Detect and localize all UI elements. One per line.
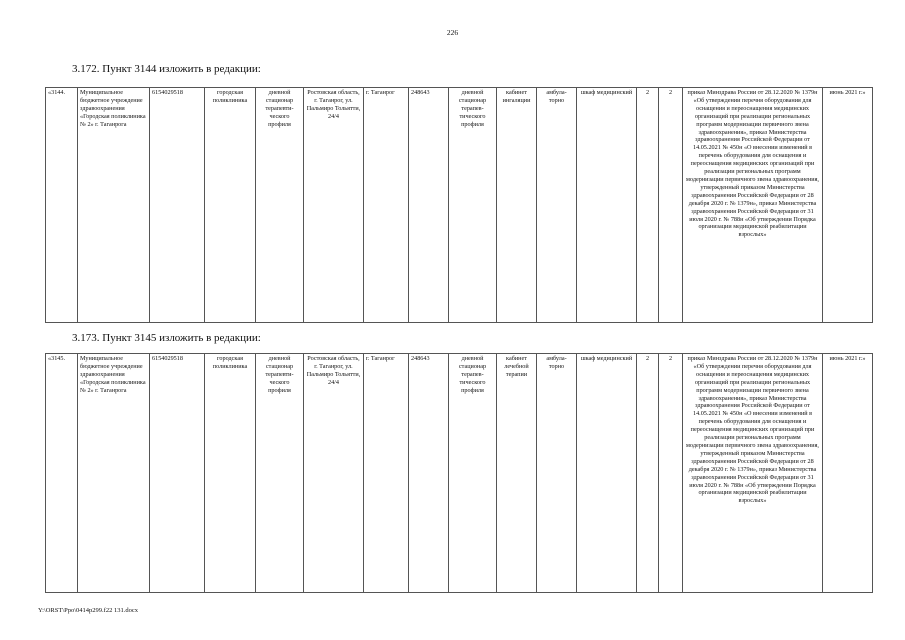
cell-room: кабинет лечебной терапии [497, 354, 537, 593]
cell-number: «3145. [46, 354, 78, 593]
cell-inn: 6154029518 [150, 88, 205, 323]
cell-room: кабинет ингаляции [497, 88, 537, 323]
cell-basis: приказ Минздрава России от 28.12.2020 № 1379н «Об утверждении перечня оборудования для оснащения и переоснащения медицинских организаций при реализации региональных программ модернизации первичного звена здравоохранения», приказ Министерства здравоохранения Российской Федерации от 14.05.2021 № 450н «О внесении изменений в перечень оборудования для оснащения и переоснащения медицинских организаций при реализации региональных программ модернизации первичного звена здравоохранения, утвержденный приказом Министерства здравоохранения Российской Федерации от 28 декабря 2020 г. № 1379н», приказ Министерства здравоохранения Российской Федерации от 31 июля 2020 г. № 788н «Об утверждении Порядка организации медицинской реабилитации взрослых» [683, 354, 823, 593]
cell-address: Ростовская область, г. Таганрог, ул. Пальмиро Тольятти, 24/4 [304, 354, 364, 593]
cell-care: амбула-торно [537, 354, 577, 593]
cell-qty1: 2 [637, 88, 659, 323]
cell-unit: дневной стационар терапевти-ческого профиля [256, 88, 304, 323]
cell-unit: дневной стационар терапевти-ческого профиля [256, 354, 304, 593]
cell-date: июнь 2021 г.» [823, 354, 873, 593]
footer-file-path: Y:\ORST\Ppo\0414p299.f22 131.docx [38, 607, 138, 614]
registry-table-3144 [45, 87, 873, 323]
section-heading-3173: 3.173. Пункт 3145 изложить в редакции: [72, 332, 261, 344]
table-row [46, 88, 873, 323]
cell-city: г. Таганрог [364, 354, 409, 593]
page-number: 226 [446, 28, 459, 37]
cell-qty1: 2 [637, 354, 659, 593]
cell-basis: приказ Минздрава России от 28.12.2020 № 1379н «Об утверждении перечня оборудования для оснащения и переоснащения медицинских организаций при реализации региональных программ модернизации первичного звена здравоохранения», приказ Министерства здравоохранения Российской Федерации от 14.05.2021 № 450н «О внесении изменений в перечень оборудования для оснащения и переоснащения медицинских организаций при реализации региональных программ модернизации первичного звена здравоохранения, утвержденный приказом Министерства здравоохранения Российской Федерации от 28 декабря 2020 г. № 1379н», приказ Министерства здравоохранения Российской Федерации от 31 июля 2020 г. № 788н «Об утверждении Порядка организации медицинской реабилитации взрослых» [683, 88, 823, 323]
cell-institution: Муниципальное бюджетное учреждение здравоохранения «Городская поликлиника № 2» г. Таганрога [78, 354, 150, 593]
cell-date: июнь 2021 г.» [823, 88, 873, 323]
cell-inn: 6154029518 [150, 354, 205, 593]
cell-address: Ростовская область, г. Таганрог, ул. Пальмиро Тольятти, 24/4 [304, 88, 364, 323]
cell-city: г. Таганрог [364, 88, 409, 323]
cell-profile: дневной стационар терапев-тического профиля [449, 88, 497, 323]
cell-type: городская поликлиника [205, 88, 256, 323]
cell-qty2: 2 [659, 354, 683, 593]
cell-equipment: шкаф медицинский [577, 88, 637, 323]
cell-type: городская поликлиника [205, 354, 256, 593]
cell-institution: Муниципальное бюджетное учреждение здравоохранения «Городская поликлиника № 2» г. Таганрога [78, 88, 150, 323]
cell-care: амбула-торно [537, 88, 577, 323]
cell-profile: дневной стационар терапев-тического профиля [449, 354, 497, 593]
cell-code: 248643 [409, 354, 449, 593]
cell-code: 248643 [409, 88, 449, 323]
registry-table-3145 [45, 353, 873, 593]
cell-number: «3144. [46, 88, 78, 323]
section-heading-3172: 3.172. Пункт 3144 изложить в редакции: [72, 63, 261, 75]
cell-equipment: шкаф медицинский [577, 354, 637, 593]
table-row [46, 354, 873, 593]
cell-qty2: 2 [659, 88, 683, 323]
